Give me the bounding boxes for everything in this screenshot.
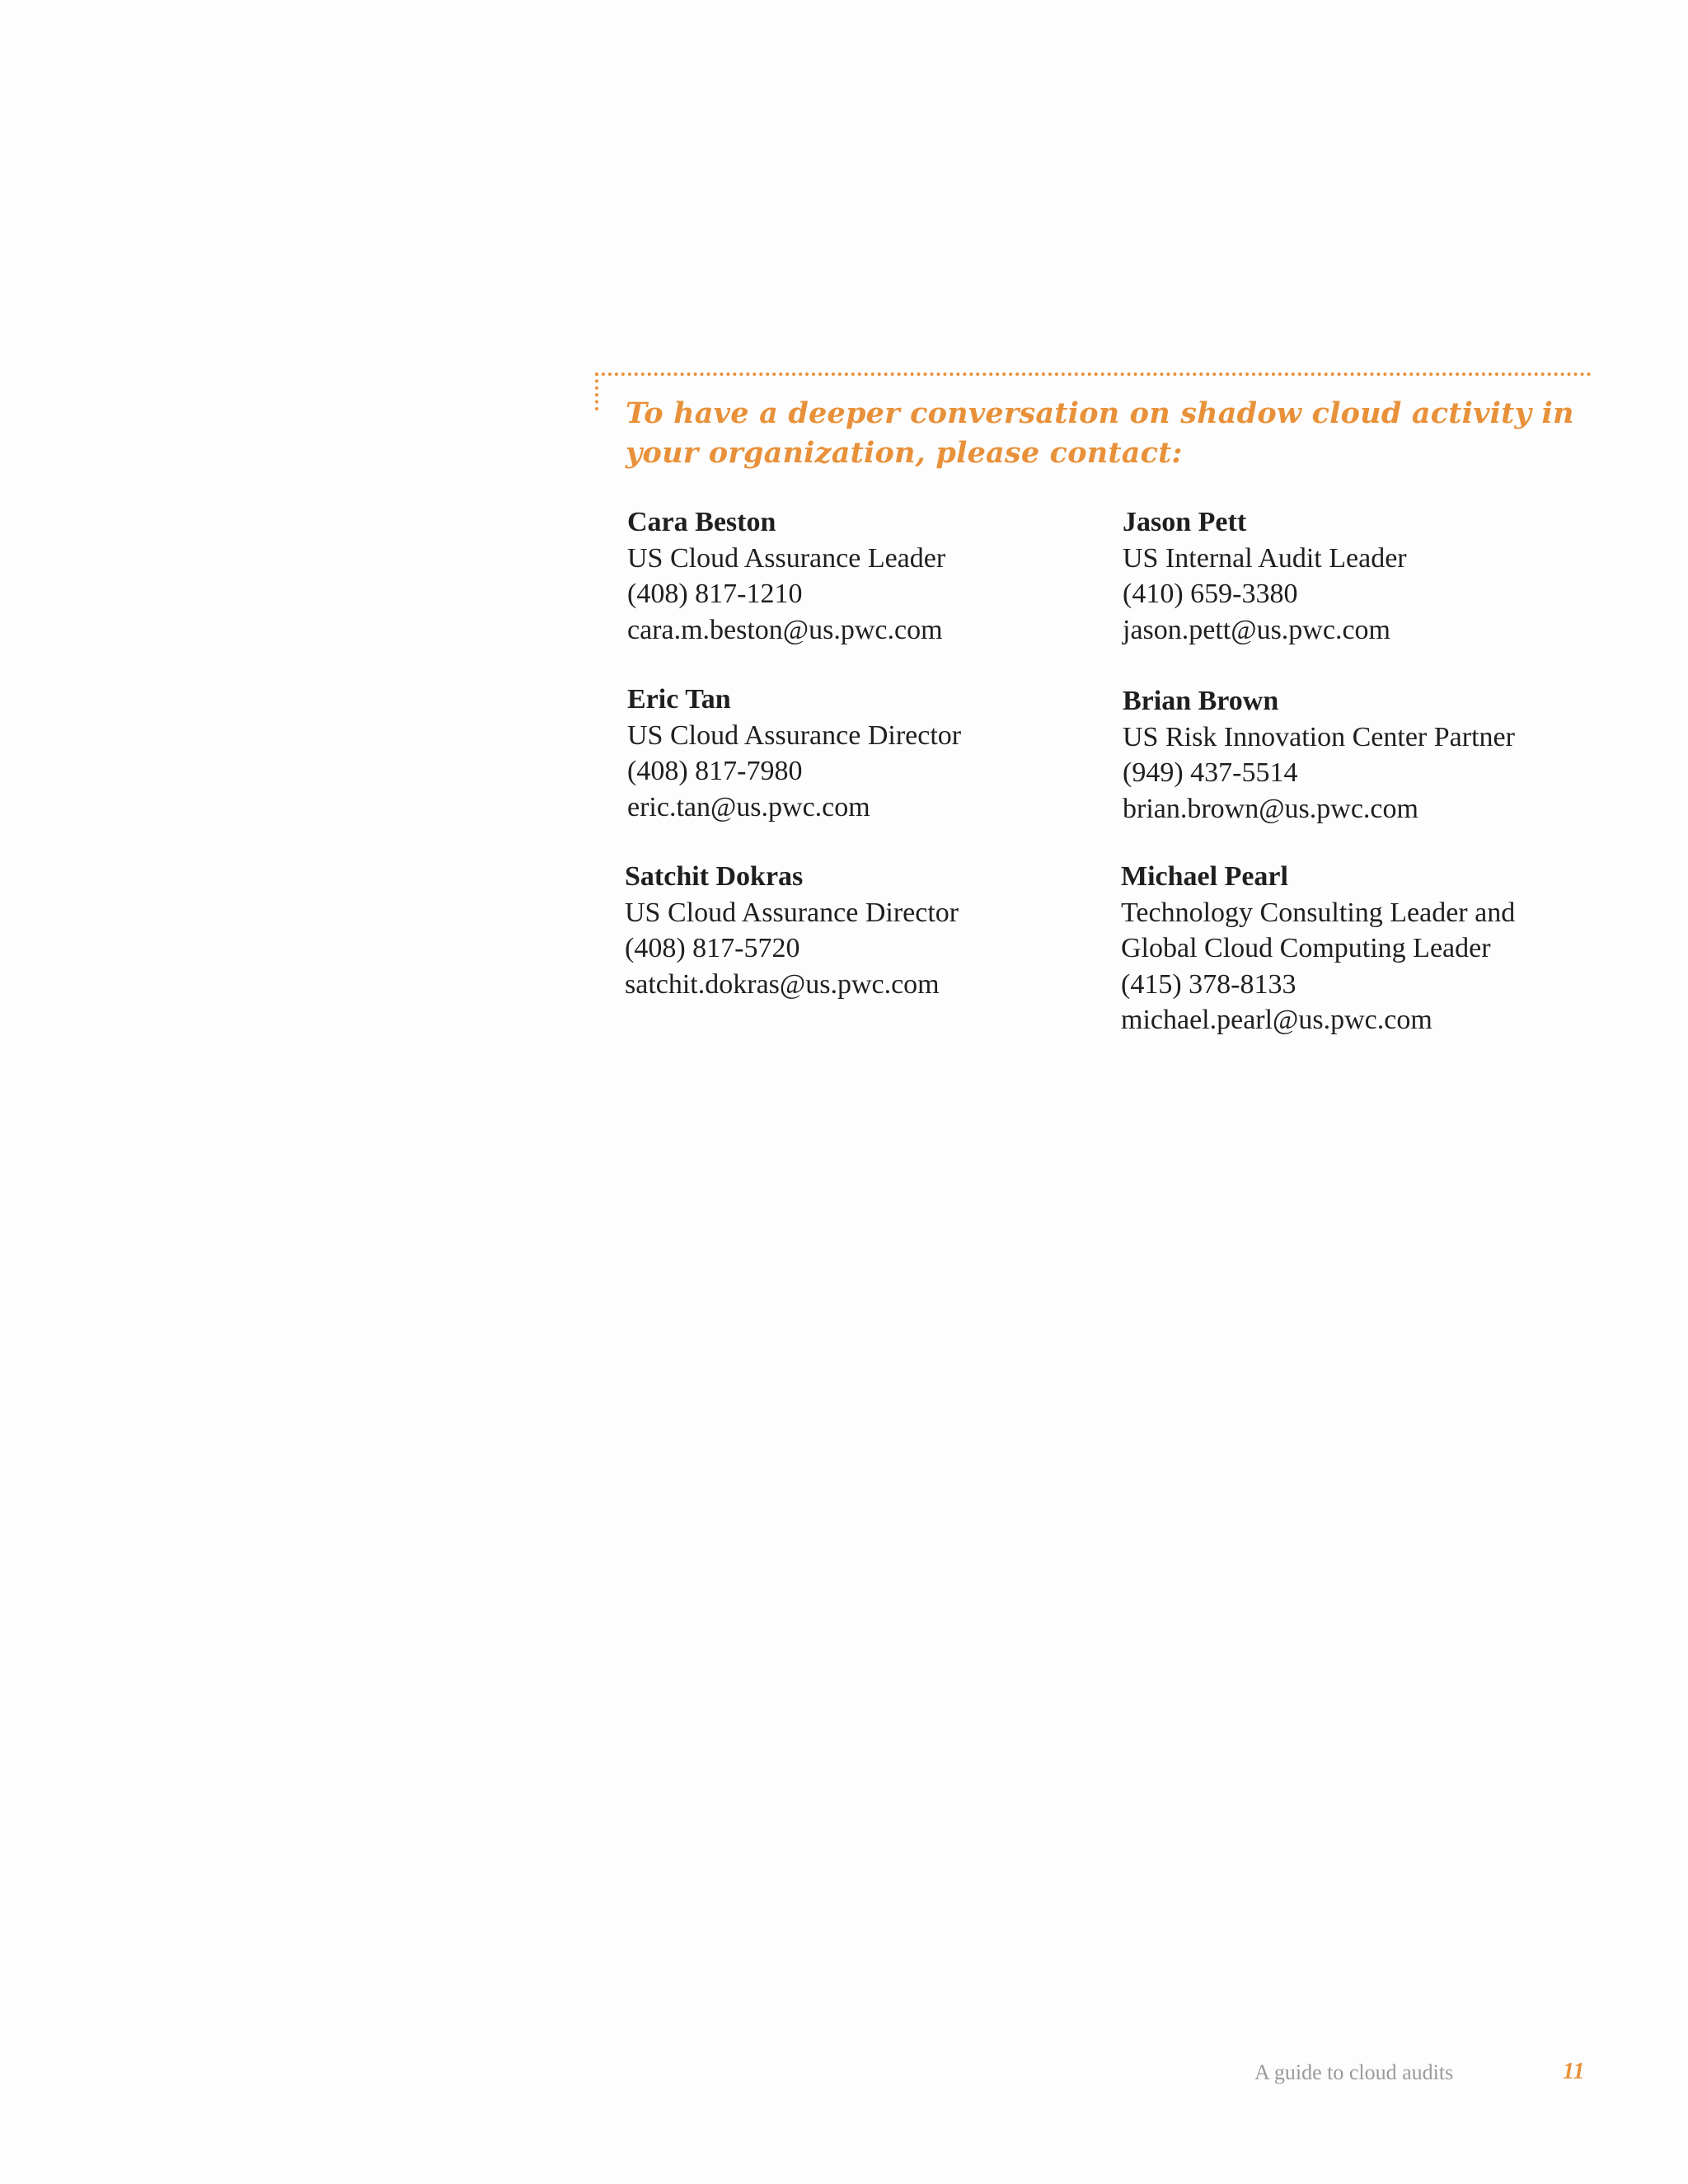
contact-card-michael-pearl xyxy=(1121,859,1515,1038)
footer-document-title: A guide to cloud audits xyxy=(1254,2060,1454,2084)
contact-name: Eric Tan xyxy=(627,684,731,715)
contact-name: Jason Pett xyxy=(1123,507,1247,537)
contact-name: Cara Beston xyxy=(627,507,776,537)
contact-name: Satchit Dokras xyxy=(625,861,804,892)
contact-email[interactable]: cara.m.beston@us.pwc.com xyxy=(627,614,943,645)
contact-title: US Risk Innovation Center Partner xyxy=(1123,721,1515,752)
contact-name: Michael Pearl xyxy=(1121,861,1288,892)
contact-email[interactable]: eric.tan@us.pwc.com xyxy=(627,791,870,823)
contact-email[interactable]: satchit.dokras@us.pwc.com xyxy=(625,968,940,1000)
contact-card-brian-brown xyxy=(1123,683,1515,827)
contact-heading: To have a deeper conversation on shadow cloud activity in your organization, please contact: xyxy=(626,396,1574,470)
contact-title: US Cloud Assurance Leader xyxy=(627,542,946,574)
contact-email[interactable]: brian.brown@us.pwc.com xyxy=(1123,793,1418,824)
contact-phone: (415) 378-8133 xyxy=(1121,968,1296,1000)
contact-card-jason-pett xyxy=(1123,504,1407,648)
contact-title-continued: Global Cloud Computing Leader xyxy=(1121,933,1491,963)
contact-name: Brian Brown xyxy=(1123,686,1279,716)
contact-card-eric-tan xyxy=(627,682,961,825)
contact-card-cara-beston xyxy=(627,504,945,648)
contact-phone: (408) 817-7980 xyxy=(627,756,803,786)
contact-title: Technology Consulting Leader and xyxy=(1121,897,1516,928)
contact-email[interactable]: michael.pearl@us.pwc.com xyxy=(1121,1005,1432,1035)
contact-phone: (408) 817-1210 xyxy=(627,579,803,609)
contact-title: US Internal Audit Leader xyxy=(1123,542,1407,574)
contact-phone: (408) 817-5720 xyxy=(625,933,800,963)
contact-title: US Cloud Assurance Director xyxy=(627,719,962,751)
contact-phone: (410) 659-3380 xyxy=(1123,579,1298,609)
contact-phone: (949) 437-5514 xyxy=(1123,757,1298,788)
contact-email[interactable]: jason.pett@us.pwc.com xyxy=(1123,614,1390,645)
page-number: 11 xyxy=(1563,2059,1585,2084)
contact-card-satchit-dokras xyxy=(625,859,959,1002)
contact-title: US Cloud Assurance Director xyxy=(625,897,959,928)
